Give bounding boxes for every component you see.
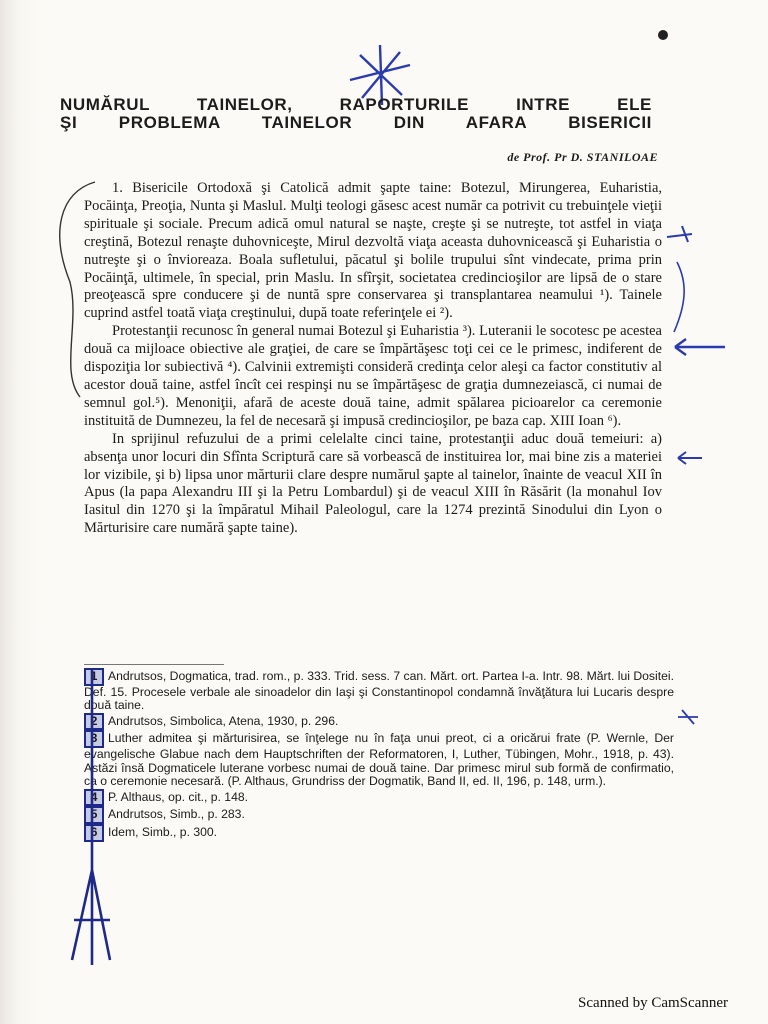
footnote-number: 1 [84,668,104,686]
footnote-number: 6 [84,824,104,842]
paragraph-1: 1. Bisericile Ortodoxă şi Catolică admit şapte taine: Botezul, Mirungerea, Euharistia, Pocăinţa, Preoţia, Nunta şi Maslul. Mulţi teologi găsesc acest număr ca potrivit cu trebuinţele vieţii spirituale şi sociale. Precum adică omul natural se naşte, creşte şi se nutreşte, tot astfel in viaţa creştină, Botezul renaşte duhovniceşte, Mirul dezvoltă viaţa aceasta duhovnicească şi Euharistia o nutreşte şi o învioreaza. Boala sufletului, păcatul şi bolile trupului sînt vindecate, prima prin Pocăinţă, ultimele, în special, prin Maslu. In sfîrşit, societatea credincioşilor are lipsă de o stare preoţească spre conducere şi de nuntă spre conservarea şi transplantarea neamului ¹). Tainele cuprind astfel toată viaţa creştinului, după toate referinţele ei ²). [84,180,662,322]
scanner-watermark: Scanned by CamScanner [578,995,728,1011]
footnote-separator [84,664,224,665]
footnote-2 [84,713,674,731]
paragraph-2: Protestanţii recunosc în general numai Botezul şi Euharistia ³). Luteranii le socotesc pe acestea două ca mijloace obiective ale graţiei, de care se împărtăşesc toţi cei ce le primesc, indiferent de dispoziţia lor subiectivă ⁴). Calvinii extremişti consideră credinţa celor aleşi ca factor constitutiv al acestor două taine, astfel încît cei respinşi nu se împărtăşesc de graţia dumnezeiască, ci numai de semnul gol.⁵). Menoniţii, afară de aceste două taine, admit spălarea picioarelor ca ceremonie instituită de Dumnezeu, la fel de necesară şi impusă credincioşilor, pe baza cap. XIII Ioan ⁶). [84,323,662,429]
article-title [60,96,652,132]
ink-dot [658,30,668,40]
author-line: de Prof. Pr D. STANILOAE [507,150,658,164]
footnotes [84,668,674,842]
footnote-1 [84,668,674,713]
margin-bracket-left [40,172,100,402]
footnote-text: Andrutsos, Dogmatica, trad. rom., p. 333. Trid. sess. 7 can. Mărt. ort. Partea I-a. Intr. 98. Mărt. lui Dositei. Def. 15. Procesele verbale ale sinoadelor din Iaşi şi Constantinopol condamnă învăţătura lui Lucaris despre două taine. [84,669,674,713]
title-line-2: ŞI PROBLEMA TAINELOR DIN AFARA BISERICII [60,113,652,132]
footnote-3 [84,730,674,788]
footnote-text: Andrutsos, Simb., p. 283. [108,807,245,822]
title-line-1: NUMĂRUL TAINELOR, RAPORTURILE INTRE ELE [60,95,652,114]
footnote-5 [84,806,674,824]
footnote-number: 4 [84,789,104,807]
footnote-text: Luther admitea şi mărturisirea, se înţelege nu în faţa unui preot, ci a oricărui frate (P. Wernle, Der evangelische Glabue nach dem Hauptschriften der Reformatoren, I, Luther, Tübingen, Mohr., 1918, p. 43). Astăzi însă Dogmaticele luterane vorbesc numai de două taine. Dar primesc mirul sub formă de confirmatio, ca o ceremonie necesară. (P. Althaus, Grundriss der Dogmatik, Band II, ed. II, 196, p. 148, urm.). [84,731,674,789]
footnote-4 [84,789,674,807]
paragraph-3: In sprijinul refuzului de a primi celelalte cinci taine, protestanţii aduc două temeiuri: a) absenţa unor locuri din Sfînta Scriptură care să vorbească de instituirea lor, mai bine zis a materiei lor vizibile, şi b) lipsa unor mărturii clare despre numărul şapte al tainelor, înainte de veacul XII în Apus (la papa Alexandru III şi la Petru Lombardul) şi de veacul XIII în Răsărit (la monahul Iov Iasitul din 1270 şi la împăratul Mihail Paleologul, care la 1274 prezintă Sinodului din Lyon o Mărturisire care numără şapte taine). [84,430,662,537]
footnote-text: P. Althaus, op. cit., p. 148. [108,789,249,804]
footnote-number: 5 [84,806,104,824]
footnote-text: Idem, Simb., p. 300. [108,824,218,839]
article-body [84,180,662,538]
margin-arrow-right [662,222,722,342]
margin-arrow-icon [674,450,704,466]
footnote-bracket-doodle [62,670,122,970]
margin-arrow-icon [670,336,730,358]
footnote-number: 2 [84,713,104,731]
footnote-number: 3 [84,730,104,748]
footnote-6 [84,824,674,842]
footnote-text: Andrutsos, Simbolica, Atena, 1930, p. 296. [108,713,339,728]
margin-cross-mark [676,708,700,726]
